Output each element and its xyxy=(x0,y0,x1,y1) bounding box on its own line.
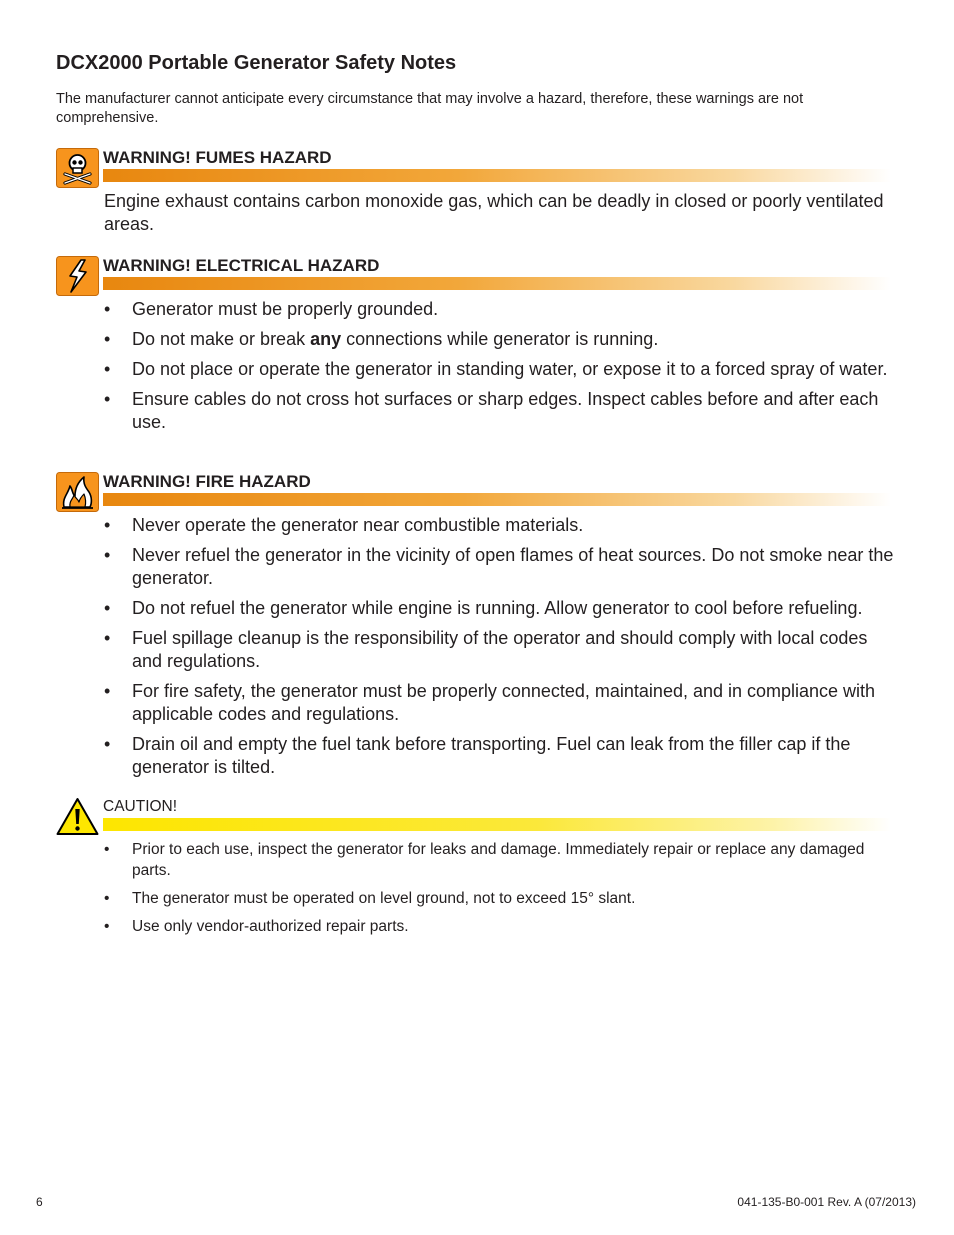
skull-crossbones-icon xyxy=(56,148,99,188)
intro-paragraph: The manufacturer cannot anticipate every circumstance that may involve a hazard, therefore, these warnings are not comprehensive. xyxy=(56,91,804,126)
fire-heading-bar xyxy=(103,493,891,506)
fumes-heading: WARNING! FUMES HAZARD xyxy=(103,148,332,167)
flame-icon xyxy=(56,472,99,512)
exclamation-triangle-icon xyxy=(56,797,99,837)
caution-heading-bar xyxy=(103,818,891,831)
list-item: • Use only vendor-authorized repair parts. xyxy=(104,916,896,937)
list-item: • Ensure cables do not cross hot surfaces or sharp edges. Inspect cables before and after each use. xyxy=(104,388,896,434)
list-item: • Never operate the generator near combustible materials. xyxy=(104,514,896,537)
fire-heading: WARNING! FIRE HAZARD xyxy=(103,472,311,491)
list-item: • The generator must be operated on level ground, not to exceed 15° slant. xyxy=(104,888,896,909)
list-item: • Drain oil and empty the fuel tank before transporting. Fuel can leak from the filler cap if the generator is tilted. xyxy=(104,733,896,779)
electrical-heading: WARNING! ELECTRICAL HAZARD xyxy=(103,256,380,275)
emphasis-any: any xyxy=(310,329,342,349)
list-item: • Do not place or operate the generator in standing water, or expose it to a forced spray of water. xyxy=(104,358,896,381)
page-number: 6 xyxy=(36,1195,43,1209)
caution-list xyxy=(104,839,896,944)
list-item: • Fuel spillage cleanup is the responsibility of the operator and should comply with local codes and regulations. xyxy=(104,627,896,673)
list-item: • Never refuel the generator in the vicinity of open flames of heat sources. Do not smoke near the generator. xyxy=(104,544,896,590)
caution-heading: CAUTION! xyxy=(103,798,178,815)
lightning-bolt-icon xyxy=(56,256,99,296)
electrical-heading-bar xyxy=(103,277,891,290)
fumes-heading-bar xyxy=(103,169,891,182)
fire-list xyxy=(104,514,896,786)
list-item: • Do not make or break any connections while generator is running. xyxy=(104,328,896,351)
list-item: • Do not refuel the generator while engine is running. Allow generator to cool before refueling. xyxy=(104,597,896,620)
electrical-list xyxy=(104,298,896,441)
list-item: • Generator must be properly grounded. xyxy=(104,298,896,321)
document-reference: 041-135-B0-001 Rev. A (07/2013) xyxy=(737,1195,916,1209)
list-item: • Prior to each use, inspect the generator for leaks and damage. Immediately repair or replace any damaged parts. xyxy=(104,839,896,881)
page-title: DCX2000 Portable Generator Safety Notes xyxy=(56,52,457,74)
fumes-body: Engine exhaust contains carbon monoxide gas, which can be deadly in closed or poorly ventilated areas. xyxy=(104,191,884,234)
list-item: • For fire safety, the generator must be properly connected, maintained, and in compliance with applicable codes and regulations. xyxy=(104,680,896,726)
